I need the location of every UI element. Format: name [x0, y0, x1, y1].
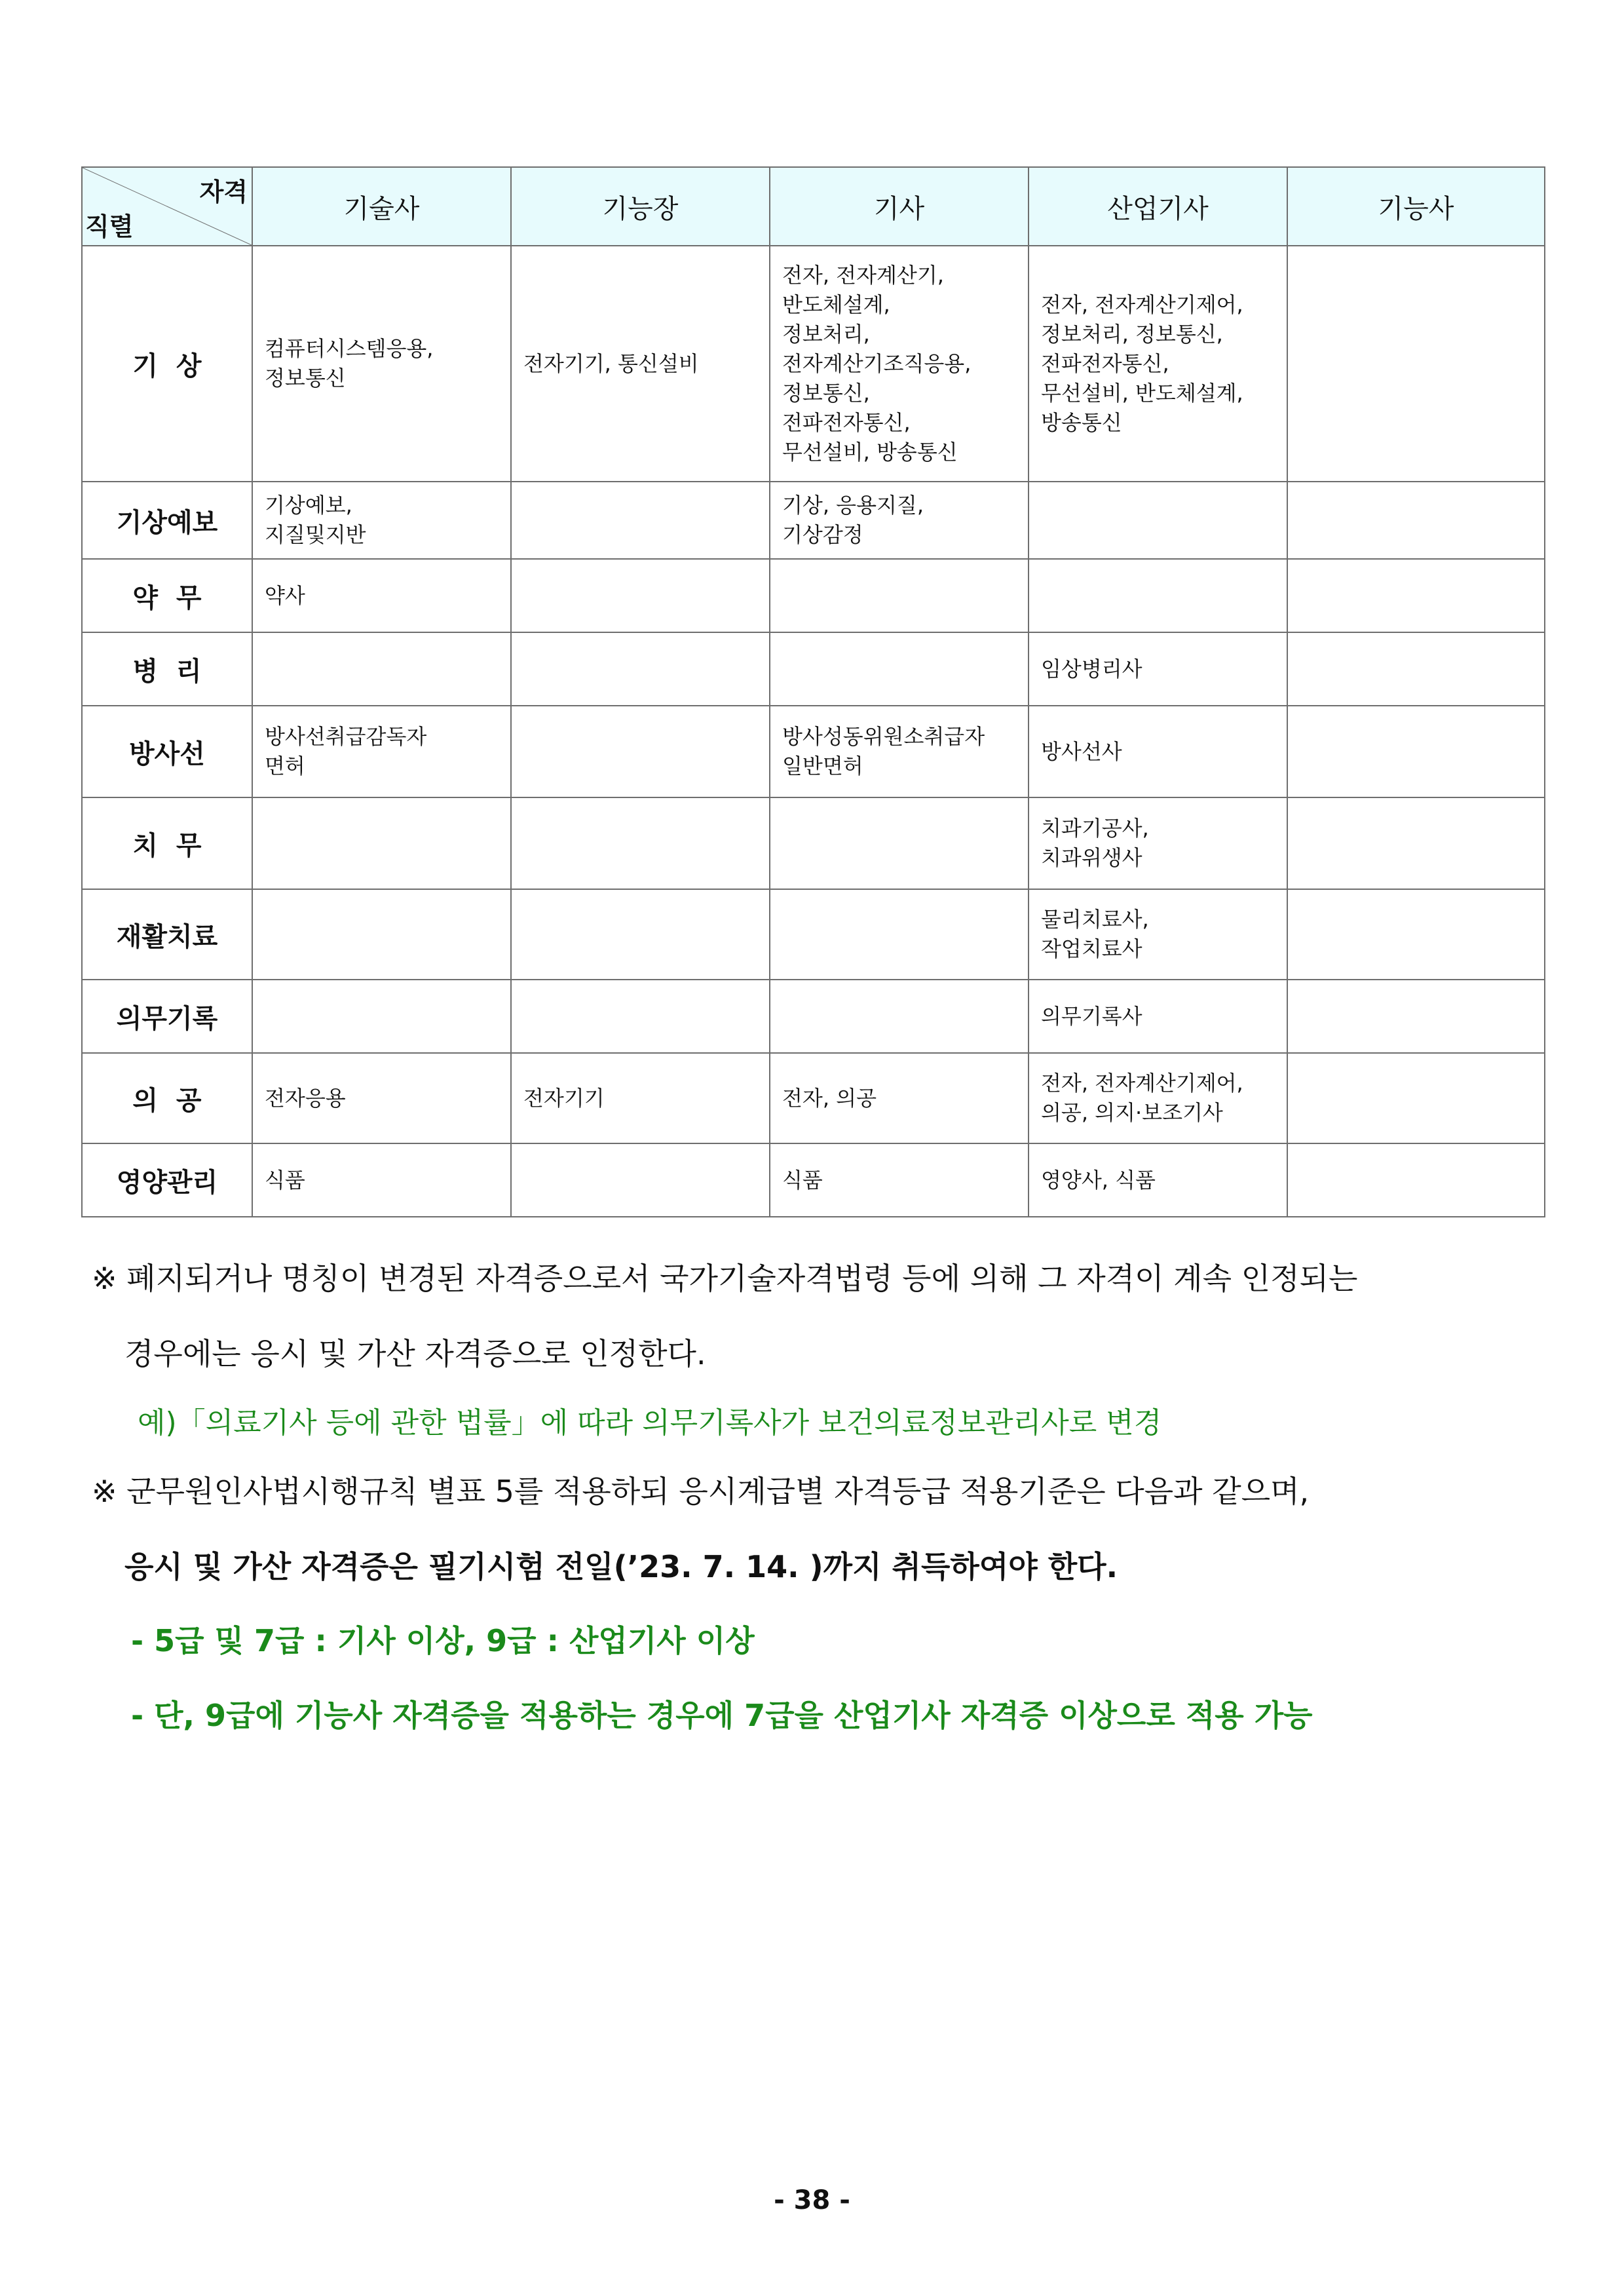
row-header: 기 상 — [82, 246, 252, 482]
table-cell — [1287, 632, 1545, 706]
row-header: 재활치료 — [82, 889, 252, 980]
row-header: 방사선 — [82, 706, 252, 797]
table-cell — [252, 980, 511, 1053]
table-row — [82, 482, 1545, 559]
table-cell: 방사성동위원소취급자 일반면허 — [770, 706, 1029, 797]
row-header: 영양관리 — [82, 1143, 252, 1217]
table-cell: 방사선취급감독자 면허 — [252, 706, 511, 797]
table-cell — [1287, 559, 1545, 632]
table-cell — [1287, 482, 1545, 559]
row-header: 기상예보 — [82, 482, 252, 559]
table-cell — [511, 632, 770, 706]
table-cell — [511, 1143, 770, 1217]
column-header: 기사 — [770, 167, 1029, 246]
column-header: 기술사 — [252, 167, 511, 246]
qualification-table — [81, 166, 1545, 1217]
table-cell: 전자, 의공 — [770, 1053, 1029, 1143]
column-header: 기능사 — [1287, 167, 1545, 246]
table-cell: 임상병리사 — [1029, 632, 1287, 706]
example-note: 예)「의료기사 등에 관한 법률」에 따라 의무기록사가 보건의료정보관리사로 변경 — [138, 1406, 1162, 1440]
table-cell: 의무기록사 — [1029, 980, 1287, 1053]
note-2-line-2: 응시 및 가산 자격증은 필기시험 전일(’23. 7. 14. )까지 취득하여야 한다. — [124, 1549, 1118, 1584]
table-cell — [511, 797, 770, 889]
page-number: - 38 - — [774, 2185, 850, 2215]
table-row — [82, 632, 1545, 706]
table-header-row — [82, 167, 1545, 246]
table-cell — [1287, 797, 1545, 889]
bullet-grade-criteria: - 5급 및 7급 : 기사 이상, 9급 : 산업기사 이상 — [131, 1623, 755, 1658]
table-cell: 방사선사 — [1029, 706, 1287, 797]
table-cell — [770, 980, 1029, 1053]
table-row — [82, 980, 1545, 1053]
table-cell — [511, 559, 770, 632]
table-cell: 기상예보, 지질및지반 — [252, 482, 511, 559]
table-cell — [1287, 1143, 1545, 1217]
row-header: 치 무 — [82, 797, 252, 889]
table-cell — [1287, 1053, 1545, 1143]
table-row — [82, 797, 1545, 889]
table-cell: 전자, 전자계산기제어, 의공, 의지·보조기사 — [1029, 1053, 1287, 1143]
table-cell — [1287, 246, 1545, 482]
note-1-line-2: 경우에는 응시 및 가산 자격증으로 인정한다. — [124, 1336, 706, 1371]
table-row — [82, 1143, 1545, 1217]
corner-label-qualification: 자격 — [199, 178, 248, 206]
row-header: 약 무 — [82, 559, 252, 632]
table-cell — [252, 632, 511, 706]
table-cell — [252, 889, 511, 980]
table-cell: 전자응용 — [252, 1053, 511, 1143]
table-row — [82, 1053, 1545, 1143]
note-2-line-1: ※ 군무원인사법시행규칙 별표 5를 적용하되 응시계급별 자격등급 적용기준은 다음과 같으며, — [92, 1474, 1310, 1509]
row-header: 병 리 — [82, 632, 252, 706]
corner-label-series: 직렬 — [85, 212, 134, 241]
row-header: 의무기록 — [82, 980, 252, 1053]
table-cell: 전자, 전자계산기제어, 정보처리, 정보통신, 전파전자통신, 무선설비, 반도체설계, 방송통신 — [1029, 246, 1287, 482]
table-cell: 컴퓨터시스템응용, 정보통신 — [252, 246, 511, 482]
table-cell: 전자기기, 통신설비 — [511, 246, 770, 482]
table-cell — [511, 706, 770, 797]
table-cell — [770, 559, 1029, 632]
table-row — [82, 559, 1545, 632]
table-cell: 물리치료사, 작업치료사 — [1029, 889, 1287, 980]
table-row — [82, 889, 1545, 980]
note-1-line-1: ※ 폐지되거나 명칭이 변경된 자격증으로서 국가기술자격법령 등에 의해 그 자격이 계속 인정되는 — [92, 1261, 1358, 1296]
table-cell: 전자기기 — [511, 1053, 770, 1143]
table-cell — [1287, 889, 1545, 980]
table-cell: 전자, 전자계산기, 반도체설계, 정보처리, 전자계산기조직응용, 정보통신, 전파전자통신, 무선설비, 방송통신 — [770, 246, 1029, 482]
table-row — [82, 246, 1545, 482]
column-header: 산업기사 — [1029, 167, 1287, 246]
table-cell: 식품 — [252, 1143, 511, 1217]
table-cell — [511, 889, 770, 980]
table-cell — [1287, 980, 1545, 1053]
row-header: 의 공 — [82, 1053, 252, 1143]
table-corner-header — [82, 167, 252, 246]
table-cell — [1029, 559, 1287, 632]
table-cell: 영양사, 식품 — [1029, 1143, 1287, 1217]
table-row — [82, 706, 1545, 797]
table-cell — [770, 797, 1029, 889]
table-cell: 식품 — [770, 1143, 1029, 1217]
table-cell — [1287, 706, 1545, 797]
table-cell — [770, 632, 1029, 706]
table-cell — [1029, 482, 1287, 559]
bullet-exception: - 단, 9급에 기능사 자격증을 적용하는 경우에 7급을 산업기사 자격증 이상으로 적용 가능 — [131, 1698, 1313, 1733]
table-cell: 기상, 응용지질, 기상감정 — [770, 482, 1029, 559]
table-cell: 약사 — [252, 559, 511, 632]
table-cell — [511, 482, 770, 559]
table-cell — [511, 980, 770, 1053]
column-header: 기능장 — [511, 167, 770, 246]
table-cell: 치과기공사, 치과위생사 — [1029, 797, 1287, 889]
table-cell — [252, 797, 511, 889]
table-cell — [770, 889, 1029, 980]
